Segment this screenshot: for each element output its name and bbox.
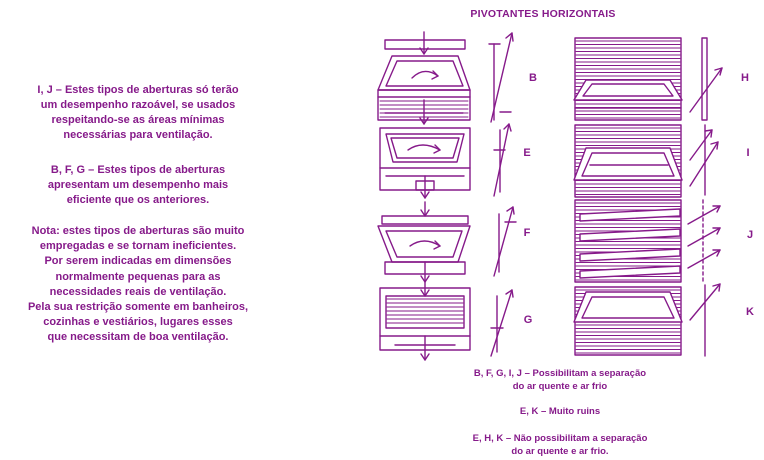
note-ij-line: um desempenho razoável, se usados [40,99,236,111]
note-nota-line: cozinhas e vestiários, lugares esses [43,316,233,329]
note-bfg [8,163,268,208]
note-ij [8,83,268,143]
legend-line: do ar quente e ar frio. [511,446,609,457]
window-f-section [494,207,516,276]
diagram-title: PIVOTANTES HORIZONTAIS [470,8,616,20]
label-g: G [523,314,533,326]
legend-line: E, K – Muito ruins [519,406,601,417]
window-j-section [688,200,720,282]
diagram-e [380,124,511,198]
legend-bad [430,405,690,418]
legend-line: E, H, K – Não possibilitam a separação [472,433,648,444]
label-h: H [741,72,749,84]
window-i-section [690,125,718,195]
note-bfg-line: apresentam um desempenho mais [47,179,229,191]
legend-no-separation [430,432,690,458]
note-bfg-line: B, F, G – Estes tipos de aberturas [50,164,226,176]
note-ij-line: respeitando-se as áreas mínimas [51,114,225,126]
window-h-section [690,38,722,120]
label-b: B [529,72,537,84]
label-e: E [523,147,531,159]
window-g-section [491,290,513,356]
note-nota-line: normalmente pequenas para as [55,270,221,283]
window-e-elevation [380,128,470,198]
label-k: K [746,306,754,318]
label-j: J [746,229,754,241]
note-nota-line: que necessitam de boa ventilação. [47,331,229,344]
window-f-elevation [378,202,470,282]
window-b-elevation [378,32,470,124]
window-j-elevation [575,200,681,282]
label-i: I [746,147,750,159]
note-ij-line: I, J – Estes tipos de aberturas só terão [37,84,239,96]
window-g-elevation [380,280,470,360]
diagram-b [378,32,513,124]
note-nota-line: necessidades reais de ventilação. [49,285,227,298]
note-ij-line: necessárias para ventilação. [63,129,213,141]
label-f: F [523,227,531,239]
window-e-section [494,124,511,196]
diagram-j [575,200,720,282]
note-bfg-line: eficiente que os anteriores. [66,194,210,206]
window-i-elevation [574,125,682,197]
diagram-i [574,125,718,197]
window-k-section [690,284,720,356]
legend-line: B, F, G, I, J – Possibilitam a separação [473,368,647,379]
note-nota-line: Por serem indicadas em dimensões [44,255,232,268]
legend-line: do ar quente e ar frio [512,381,608,392]
note-nota-line: Nota: estes tipos de aberturas são muito [31,225,245,237]
diagram-f [378,202,516,282]
note-nota-line: Pela sua restrição somente em banheiros, [27,301,249,314]
note-nota [8,224,268,346]
window-b-section [489,33,513,122]
diagram-k [574,284,720,356]
window-h-elevation [574,38,682,120]
window-k-elevation [574,287,682,355]
diagram-g [380,280,513,360]
legend-separation [430,367,690,393]
diagram-h [574,38,722,120]
note-nota-line: empregadas e se tornam ineficientes. [39,240,237,253]
